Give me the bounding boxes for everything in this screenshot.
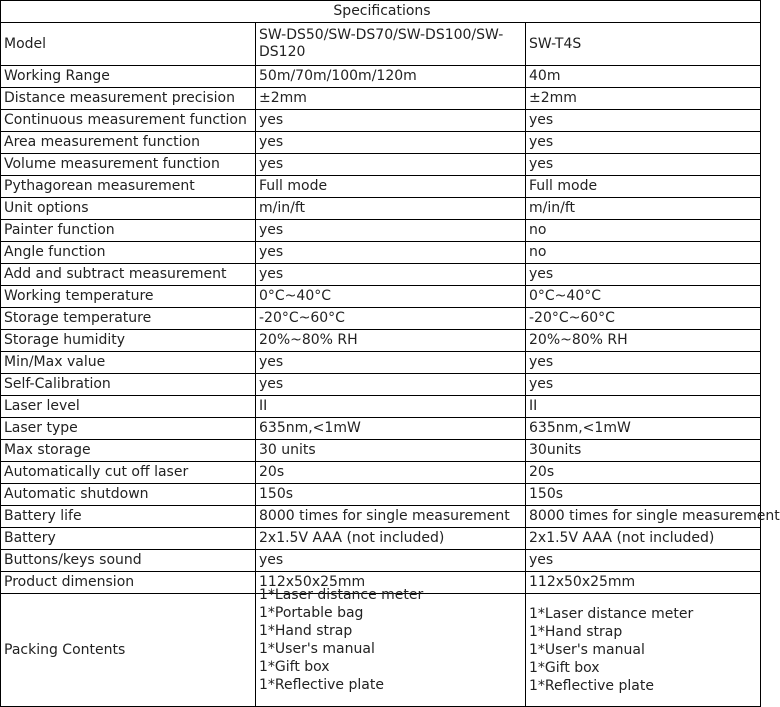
- spec-label: Buttons/keys sound: [1, 550, 256, 572]
- table-title: Specifications: [1, 1, 761, 23]
- spec-value-ds-series: 20s: [256, 462, 526, 484]
- model-row: [1, 23, 761, 66]
- spec-value-ds-series: 635nm,<1mW: [256, 418, 526, 440]
- table-row: [1, 198, 761, 220]
- packing-item: 1*Gift box: [259, 659, 330, 675]
- spec-value-ds-series: yes: [256, 132, 526, 154]
- packing-list-ds-series: [256, 587, 526, 707]
- packing-item: 1*Laser distance meter: [259, 587, 424, 603]
- spec-value-ds-series: 2x1.5V AAA (not included): [256, 528, 526, 550]
- table-row: [1, 264, 761, 286]
- spec-label: Angle function: [1, 242, 256, 264]
- model-value-ds-series: SW-DS50/SW-DS70/SW-DS100/SW-DS120: [256, 23, 526, 66]
- spec-label: Working temperature: [1, 286, 256, 308]
- title-row: [1, 1, 761, 23]
- spec-value-ds-series: II: [256, 396, 526, 418]
- spec-value-t4s: 112x50x25mm: [526, 572, 761, 594]
- spec-value-ds-series: yes: [256, 550, 526, 572]
- table-row: [1, 418, 761, 440]
- spec-label: Pythagorean measurement: [1, 176, 256, 198]
- spec-value-t4s: 2x1.5V AAA (not included): [526, 528, 761, 550]
- spec-value-ds-series: yes: [256, 374, 526, 396]
- table-row: [1, 88, 761, 110]
- table-row: [1, 352, 761, 374]
- spec-label: Continuous measurement function: [1, 110, 256, 132]
- spec-value-t4s: yes: [526, 110, 761, 132]
- packing-row: [1, 594, 761, 707]
- spec-label: Laser level: [1, 396, 256, 418]
- spec-label: Product dimension: [1, 572, 256, 594]
- table-row: [1, 242, 761, 264]
- table-row: [1, 484, 761, 506]
- table-row: [1, 374, 761, 396]
- packing-item: 1*Laser distance meter: [529, 606, 694, 622]
- spec-value-t4s: 635nm,<1mW: [526, 418, 761, 440]
- spec-value-t4s: 40m: [526, 66, 761, 88]
- spec-value-ds-series: 8000 times for single measurement: [256, 506, 526, 528]
- table-row: [1, 396, 761, 418]
- packing-item: 1*User's manual: [529, 642, 645, 658]
- table-row: [1, 440, 761, 462]
- table-row: [1, 286, 761, 308]
- spec-value-t4s: yes: [526, 374, 761, 396]
- table-row: [1, 132, 761, 154]
- spec-label: Storage humidity: [1, 330, 256, 352]
- packing-list-t4s: [526, 594, 761, 707]
- spec-label: Min/Max value: [1, 352, 256, 374]
- spec-value-ds-series: ±2mm: [256, 88, 526, 110]
- table-row: [1, 110, 761, 132]
- spec-value-ds-series: yes: [256, 242, 526, 264]
- spec-label: Add and subtract measurement: [1, 264, 256, 286]
- spec-value-t4s: m/in/ft: [526, 198, 761, 220]
- table-row: [1, 176, 761, 198]
- table-row: [1, 506, 761, 528]
- spec-value-t4s: -20°C~60°C: [526, 308, 761, 330]
- packing-item: 1*Hand strap: [529, 624, 623, 640]
- spec-label: Working Range: [1, 66, 256, 88]
- table-row: [1, 308, 761, 330]
- model-label: Model: [1, 23, 256, 66]
- spec-value-t4s: yes: [526, 352, 761, 374]
- spec-value-t4s: ±2mm: [526, 88, 761, 110]
- spec-label: Automatic shutdown: [1, 484, 256, 506]
- spec-value-t4s: no: [526, 242, 761, 264]
- table-row: [1, 462, 761, 484]
- spec-value-ds-series: Full mode: [256, 176, 526, 198]
- table-row: [1, 528, 761, 550]
- table-row: [1, 220, 761, 242]
- table-row: [1, 330, 761, 352]
- packing-item: 1*Portable bag: [259, 605, 364, 621]
- spec-value-ds-series: 20%~80% RH: [256, 330, 526, 352]
- spec-value-ds-series: yes: [256, 110, 526, 132]
- spec-value-ds-series: yes: [256, 352, 526, 374]
- packing-item: 1*User's manual: [259, 641, 375, 657]
- spec-label: Painter function: [1, 220, 256, 242]
- spec-label: Storage temperature: [1, 308, 256, 330]
- spec-label: Area measurement function: [1, 132, 256, 154]
- spec-label: Laser type: [1, 418, 256, 440]
- table-row: [1, 154, 761, 176]
- spec-value-ds-series: yes: [256, 264, 526, 286]
- packing-item: 1*Reflective plate: [259, 677, 384, 693]
- spec-value-t4s: yes: [526, 132, 761, 154]
- spec-value-t4s: 30units: [526, 440, 761, 462]
- spec-value-ds-series: 112x50x25mm: [256, 572, 526, 594]
- spec-label: Battery: [1, 528, 256, 550]
- spec-value-t4s: 20s: [526, 462, 761, 484]
- spec-value-t4s: 8000 times for single measurement: [526, 506, 761, 528]
- spec-value-ds-series: 150s: [256, 484, 526, 506]
- spec-value-t4s: yes: [526, 550, 761, 572]
- spec-value-t4s: 150s: [526, 484, 761, 506]
- spec-label: Distance measurement precision: [1, 88, 256, 110]
- packing-item: 1*Gift box: [529, 660, 600, 676]
- spec-value-ds-series: -20°C~60°C: [256, 308, 526, 330]
- spec-label: Volume measurement function: [1, 154, 256, 176]
- spec-value-t4s: 0°C~40°C: [526, 286, 761, 308]
- spec-value-ds-series: yes: [256, 220, 526, 242]
- spec-label: Battery life: [1, 506, 256, 528]
- spec-value-ds-series: 30 units: [256, 440, 526, 462]
- spec-value-ds-series: 0°C~40°C: [256, 286, 526, 308]
- spec-value-ds-series: m/in/ft: [256, 198, 526, 220]
- table-row: [1, 550, 761, 572]
- packing-item: 1*Reflective plate: [529, 678, 654, 694]
- table-row: [1, 66, 761, 88]
- spec-label: Automatically cut off laser: [1, 462, 256, 484]
- spec-value-t4s: Full mode: [526, 176, 761, 198]
- spec-value-t4s: yes: [526, 264, 761, 286]
- spec-value-t4s: II: [526, 396, 761, 418]
- spec-value-t4s: no: [526, 220, 761, 242]
- spec-value-t4s: yes: [526, 154, 761, 176]
- model-value-t4s: SW-T4S: [526, 23, 761, 66]
- spec-label: Self-Calibration: [1, 374, 256, 396]
- packing-item: 1*Hand strap: [259, 623, 353, 639]
- spec-value-ds-series: yes: [256, 154, 526, 176]
- packing-label: Packing Contents: [1, 594, 256, 707]
- spec-value-ds-series: 50m/70m/100m/120m: [256, 66, 526, 88]
- spec-label: Unit options: [1, 198, 256, 220]
- spec-label: Max storage: [1, 440, 256, 462]
- spec-value-t4s: 20%~80% RH: [526, 330, 761, 352]
